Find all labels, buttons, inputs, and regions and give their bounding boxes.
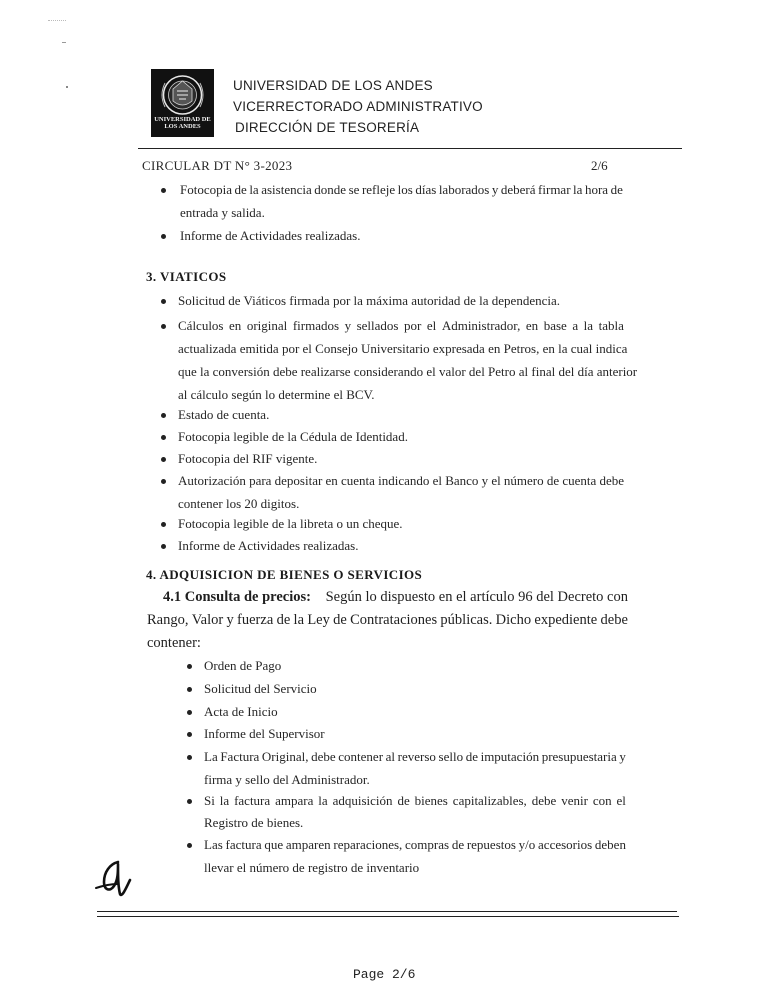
bullet (161, 457, 166, 462)
word: tabla (598, 318, 624, 333)
scan-speck (48, 20, 66, 22)
word: cuenta (562, 473, 597, 488)
word: laborados (438, 182, 490, 197)
word: el (616, 793, 626, 808)
header-rule (138, 148, 682, 149)
adquisicion-item-4: Informe del Supervisor (204, 726, 325, 741)
bullet (187, 732, 192, 737)
word: se (348, 182, 360, 197)
word: la (318, 793, 328, 808)
word: base (543, 318, 567, 333)
word: firmar (538, 182, 571, 197)
word: por (404, 318, 422, 333)
word: de (333, 612, 347, 628)
header-vicerrectorado: VICERRECTORADO ADMINISTRATIVO (233, 99, 483, 114)
word: la (293, 612, 305, 628)
word: y (344, 318, 352, 333)
word: públicas. (440, 612, 493, 628)
university-logo (151, 69, 214, 137)
word: adquisición (332, 793, 393, 808)
word: debe (531, 793, 557, 808)
viaticos-item-3: Estado de cuenta. (178, 407, 270, 422)
word: Las (204, 837, 223, 852)
word: el (491, 473, 501, 488)
word: la (573, 182, 583, 197)
carry-item-1-line1 (180, 182, 623, 198)
viaticos-item-8: Informe de Actividades realizadas. (178, 538, 359, 553)
word: factura (225, 837, 262, 852)
bullet (161, 522, 166, 527)
word: sello (438, 749, 464, 764)
page-fraction: 2/6 (591, 158, 608, 173)
word: Ley (307, 612, 330, 628)
viaticos-item-2-line4: al cálculo según lo determine el BCV. (178, 387, 375, 402)
word: original (246, 318, 288, 333)
word: debe (311, 749, 336, 764)
scan-speck (62, 42, 66, 43)
word: de (610, 182, 623, 197)
viaticos-item-4: Fotocopia legible de la Cédula de Identidad. (178, 429, 408, 444)
adquisicion-item-2: Solicitud del Servicio (204, 681, 317, 696)
word: Valor (191, 612, 224, 628)
word: con (592, 793, 612, 808)
bullet (187, 710, 192, 715)
word: capitalizables, (452, 793, 527, 808)
word: Si (204, 793, 215, 808)
word: Autorización (178, 473, 246, 488)
word: debe (600, 612, 628, 628)
word: La (204, 749, 218, 764)
viaticos-item-2-line1 (178, 318, 624, 334)
bullet (161, 324, 166, 329)
word: deberá (500, 182, 536, 197)
word: Contrataciones (350, 612, 438, 628)
adquisicion-item-5-line2: firma y sello del Administrador. (204, 772, 370, 787)
word: Factura (220, 749, 260, 764)
word: Cálculos (178, 318, 224, 333)
word: la (249, 182, 259, 197)
word: de (465, 749, 478, 764)
word: reparaciones, (333, 837, 403, 852)
word: en (325, 473, 338, 488)
word: ampara (275, 793, 314, 808)
viaticos-item-5: Fotocopia del RIF vigente. (178, 451, 318, 466)
word: de (276, 612, 291, 628)
word: venir (561, 793, 588, 808)
logo-wordmark: UNIVERSIDAD DE LOS ANDES (154, 116, 211, 130)
section-4-1-line3: contener: (147, 635, 201, 651)
bullet (161, 413, 166, 418)
word: contener (338, 749, 384, 764)
word: cuenta (341, 473, 375, 488)
page-number-footer: Page 2/6 (353, 967, 416, 982)
bullet (161, 299, 166, 304)
carry-item-1-line2: entrada y salida. (180, 205, 265, 220)
word: la (583, 318, 594, 333)
word: fuerza (237, 612, 274, 628)
bullet (187, 843, 192, 848)
word: y/o (518, 837, 536, 852)
section-4-1-text-1: Según lo dispuesto en el artículo 96 del Decreto con (325, 589, 628, 605)
section-4-1-line2 (147, 611, 628, 629)
adquisicion-item-1: Orden de Pago (204, 658, 282, 673)
word: de (546, 473, 560, 488)
adquisicion-item-6-line1 (204, 793, 626, 809)
word: para (249, 473, 272, 488)
word: bienes (414, 793, 448, 808)
word: en (229, 318, 242, 333)
word: días (415, 182, 437, 197)
word: imputación (480, 749, 540, 764)
header-direccion: DIRECCIÓN DE TESORERÍA (235, 120, 420, 135)
word: la (219, 793, 230, 808)
word: que (264, 837, 284, 852)
word: en (525, 318, 539, 333)
bullet (161, 544, 166, 549)
bullet (187, 664, 192, 669)
bullet (187, 799, 192, 804)
handwritten-initials-icon (88, 858, 138, 900)
word: compras (405, 837, 450, 852)
word: el (426, 318, 437, 333)
word: asistencia (261, 182, 312, 197)
word: y (619, 749, 626, 764)
word: número (503, 473, 544, 488)
word: al (385, 749, 396, 764)
word: y (491, 182, 499, 197)
adquisicion-item-7-line1 (204, 837, 626, 853)
word: de (397, 793, 410, 808)
footer-rule-bottom (97, 916, 679, 917)
word: hora (584, 182, 609, 197)
word: reverso (397, 749, 436, 764)
word: firmados (292, 318, 340, 333)
word: Dicho (495, 612, 532, 628)
bullet (161, 234, 166, 239)
word: refleje (361, 182, 396, 197)
word: los (397, 182, 413, 197)
adquisicion-item-6-line2: Registro de bienes. (204, 815, 304, 830)
header-university: UNIVERSIDAD DE LOS ANDES (233, 78, 433, 93)
circular-label: CIRCULAR DT N° 3-2023 (142, 158, 293, 173)
viaticos-item-6-line2: contener los 20 digitos. (178, 496, 300, 511)
viaticos-item-6-line1 (178, 473, 624, 489)
word: indicando (378, 473, 430, 488)
scan-speck (66, 86, 68, 88)
word: y (481, 473, 489, 488)
adquisicion-item-3: Acta de Inicio (204, 704, 278, 719)
adquisicion-item-7-line2: llevar el número de registro de inventario (204, 860, 420, 875)
bullet (161, 435, 166, 440)
word: repuestos (466, 837, 516, 852)
word: accesorios (538, 837, 593, 852)
adquisicion-item-5-line1 (204, 749, 626, 765)
word: y (226, 612, 234, 628)
word: depositar (274, 473, 323, 488)
word: de (451, 837, 465, 852)
viaticos-item-1: Solicitud de Viáticos firmada por la máxima autoridad de la dependencia. (178, 293, 560, 308)
section-3-title: 3. VIATICOS (146, 269, 227, 284)
word: sellados (356, 318, 399, 333)
footer-rule-top (97, 911, 677, 912)
section-4-title: 4. ADQUISICION DE BIENES O SERVICIOS (146, 567, 423, 582)
bullet (161, 479, 166, 484)
word: factura (234, 793, 271, 808)
word: a (572, 318, 579, 333)
bullet (187, 755, 192, 760)
word: Rango, (147, 612, 189, 628)
viaticos-item-7: Fotocopia legible de la libreta o un cheque. (178, 516, 403, 531)
viaticos-item-2-line3: que la conversión debe realizarse considerando el valor del Petro al final del día anterior (178, 364, 638, 379)
word: debe (599, 473, 624, 488)
word: el (432, 473, 442, 488)
word: Banco (445, 473, 479, 488)
word: donde (314, 182, 347, 197)
word: amparen (285, 837, 331, 852)
viaticos-item-2-line2: actualizada emitida por el Consejo Universitario expresada en Petros, en la cual indica (178, 341, 628, 356)
word: expediente (534, 612, 598, 628)
section-4-1-line1 (163, 588, 628, 606)
bullet (161, 188, 166, 193)
carry-item-2: Informe de Actividades realizadas. (180, 228, 361, 243)
word: Original, (261, 749, 309, 764)
bullet (187, 687, 192, 692)
word: Administrador, (441, 318, 521, 333)
word: presupuestaria (541, 749, 617, 764)
word: Fotocopia (180, 182, 232, 197)
word: de (234, 182, 247, 197)
section-4-1-subtitle: 4.1 Consulta de precios: (163, 589, 311, 605)
word: deben (594, 837, 626, 852)
